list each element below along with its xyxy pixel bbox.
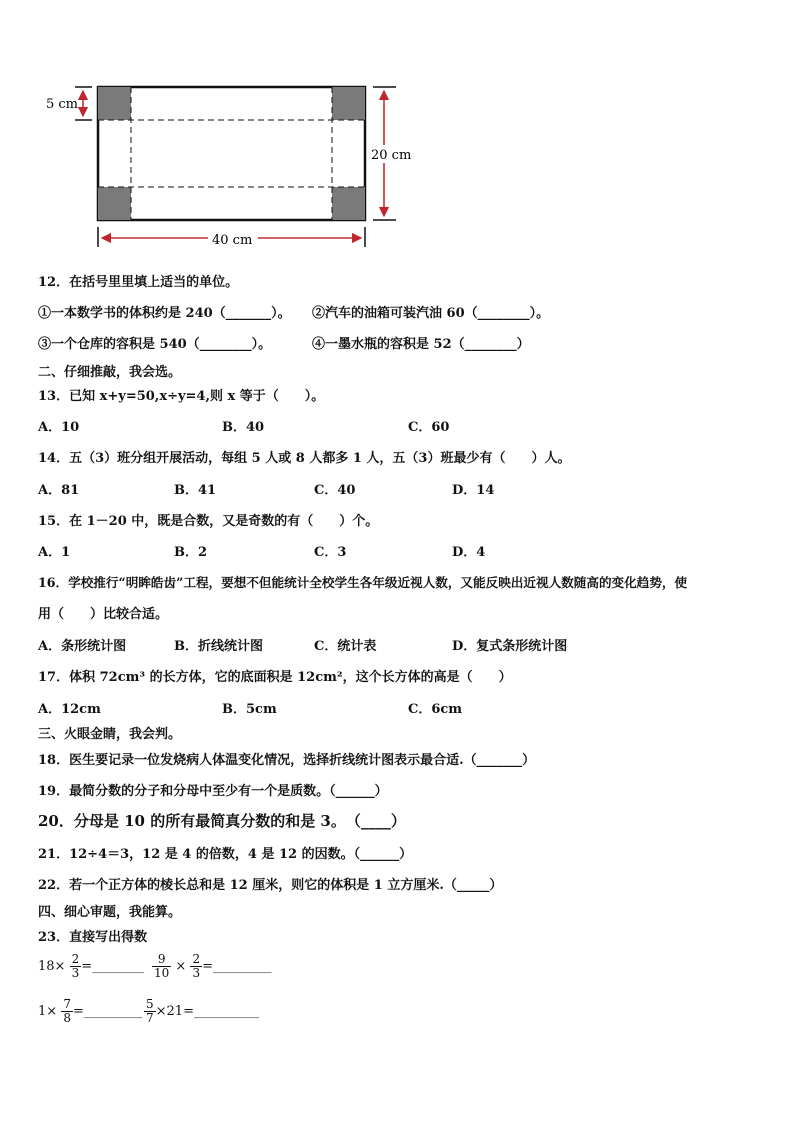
q18: 18．医生要记录一位发烧病人体温变化情况，选择折线统计图表示最合适.（_______）: [38, 753, 536, 768]
q14-stem: 14．五（3）班分组开展活动，每组 5 人或 8 人都多 1 人，五（3）班最少有（ ）人。: [38, 451, 571, 466]
q17-stem: 17．体积 72cm³ 的长方体，它的底面积是 12cm²，这个长方体的高是（ ）: [38, 670, 512, 685]
q13-option-a[interactable]: A．10: [38, 420, 80, 435]
q23-stem: 23．直接写出得数: [38, 930, 148, 945]
q16-stem-line1: 16．学校推行“明眸皓齿”工程，要想不但能统计全校学生各年级近视人数，又能反映出近视人数随高的变化趋势，使: [38, 575, 688, 590]
q16-option-b[interactable]: B．折线统计图: [174, 639, 263, 654]
section-4-heading: 四、细心审题，我能算。: [38, 905, 182, 920]
corner-square: [332, 87, 365, 120]
q16-option-c[interactable]: C．统计表: [314, 639, 377, 654]
q19: 19．最简分数的分子和分母中至少有一个是质数。（______）: [38, 784, 388, 799]
q14-option-a[interactable]: A．81: [38, 483, 80, 498]
fraction: $\frac{5}{7}$: [146, 997, 154, 1025]
box-net-figure: [30, 75, 430, 255]
corner-square: [332, 187, 365, 220]
q23-expr-4: [144, 998, 259, 1025]
q16-option-d[interactable]: D．复式条形统计图: [452, 639, 568, 654]
fraction: $\frac{9}{10}$: [154, 952, 170, 980]
fraction: $\frac{2}{3}$: [192, 952, 201, 980]
section-3-heading: 三、火眼金睛，我会判。: [38, 727, 182, 742]
q15-option-a[interactable]: A．1: [38, 545, 71, 560]
q17-option-b[interactable]: B．5cm: [222, 702, 277, 717]
q23-expr-2: $\frac{9}{10}$ × $\frac{2}{3}$ =_________: [154, 952, 272, 980]
q22: 22．若一个正方体的棱长总和是 12 厘米，则它的体积是 1 立方厘米.（_____）: [38, 878, 503, 893]
q13-option-c[interactable]: C．60: [408, 420, 450, 435]
q15-option-d[interactable]: D．4: [452, 545, 486, 560]
q16-option-a[interactable]: A．条形统计图: [38, 639, 127, 654]
answer-blank[interactable]: ×21=__________: [155, 1004, 259, 1019]
q12-part-d: ④一墨水瓶的容积是 52（________）: [312, 337, 530, 352]
q14-option-d[interactable]: D．14: [452, 483, 495, 498]
q15-option-c[interactable]: C．3: [314, 545, 347, 560]
q12-part-b: ②汽车的油箱可装汽油 60（________）。: [312, 306, 550, 321]
label-20cm: 20 cm: [371, 148, 412, 163]
fraction: $\frac{2}{3}$: [71, 952, 80, 980]
section-2-heading: 二、仔细推敲，我会选。: [38, 365, 182, 380]
q15-stem: 15．在 1－20 中，既是合数，又是奇数的有（ ）个。: [38, 514, 379, 529]
q16-stem-line2: 用（ ）比较合适。: [38, 607, 169, 622]
q12-part-a: ①一本数学书的体积约是 240（_______）。: [38, 306, 291, 321]
answer-blank[interactable]: =_________: [72, 1004, 143, 1019]
answer-blank[interactable]: =_________: [202, 959, 272, 974]
q13-stem: 13．已知 x+y=50,x÷y=4,则 x 等于（ ）。: [38, 389, 325, 404]
corner-square: [98, 187, 131, 220]
q15-option-b[interactable]: B．2: [174, 545, 208, 560]
corner-square: [98, 87, 131, 120]
q23-expr-1: 18× $\frac{2}{3}$ =________: [38, 952, 145, 980]
q14-option-b[interactable]: B．41: [174, 483, 217, 498]
outer-rectangle: [98, 87, 365, 220]
answer-blank[interactable]: =________: [81, 959, 145, 974]
q21: 21．12÷4＝3，12 是 4 的倍数，4 是 12 的因数。（______）: [38, 847, 413, 862]
q13-option-b[interactable]: B．40: [222, 420, 265, 435]
label-40cm: 40 cm: [212, 233, 253, 248]
label-5cm: 5 cm: [46, 97, 79, 112]
q12-part-c: ③一个仓库的容积是 540（________）。: [38, 337, 272, 352]
fraction: $\frac{7}{8}$: [63, 997, 71, 1025]
q14-option-c[interactable]: C．40: [314, 483, 356, 498]
q20: 20．分母是 10 的所有最简真分数的和是 3。 （____）: [38, 812, 406, 830]
q17-option-a[interactable]: A．12cm: [38, 702, 101, 717]
q23-expr-3: 1× $\frac{7}{8}$ =_________: [38, 997, 143, 1025]
q12-stem: 12．在括号里里填上适当的单位。: [38, 275, 239, 290]
q17-option-c[interactable]: C．6cm: [408, 702, 463, 717]
